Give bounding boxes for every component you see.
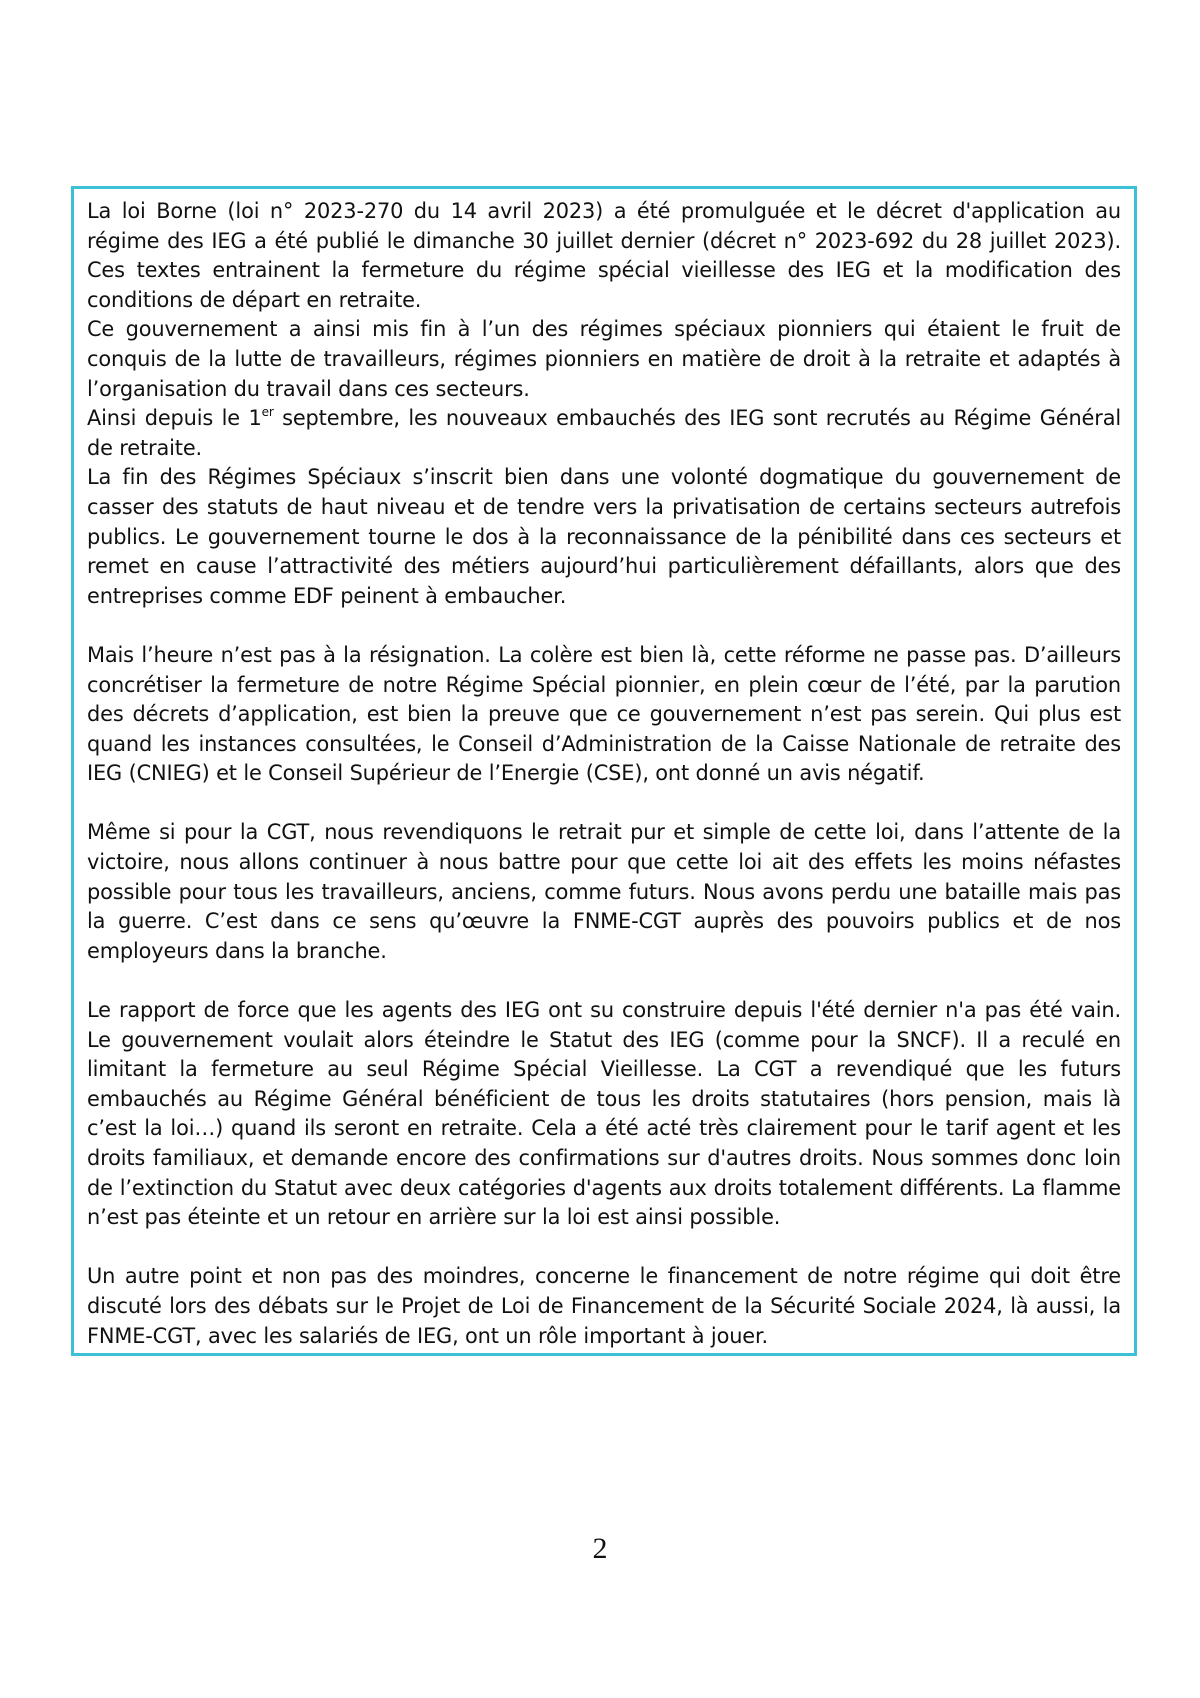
paragraph-rapport-de-force: Le rapport de force que les agents des IEG ont su construire depuis l'été dernier n'a pas été vain. Le gouvernement voulait alors éteindre le Statut des IEG (comme pour la SNCF). Il a reculé en limitant la fermeture au seul Régime Spécial Vieillesse. La CGT a revendiqué que les futurs embauchés au Régime Général bénéficient de tous les droits statutaires (hors pension, mais là c’est la loi…) quand ils seront en retraite. Cela a été acté très clairement pour le tarif agent et les droits familiaux, et demande encore des confirmations sur d'autres droits. Nous sommes donc loin de l’extinction du Statut avec deux catégories d'agents aux droits totalement différents. La flamme n’est pas éteinte et un retour en arrière sur la loi est ainsi possible. (87, 998, 1121, 1230)
paragraph-nouveaux-embauches (87, 404, 1121, 463)
paragraph-resignation: Mais l’heure n’est pas à la résignation. La colère est bien là, cette réforme ne passe pas. D’ailleurs concrétiser la fermeture de notre Régime Spécial pionnier, en plein cœur de l’été, par la parution des décrets d’application, est bien la preuve que ce gouvernement n’est pas serein. Qui plus est quand les instances consultées, le Conseil d’Administration de la Caisse Nationale de retraite des IEG (CNIEG) et le Conseil Supérieur de l’Energie (CSE), ont donné un avis négatif. (87, 642, 1121, 786)
paragraph-nouveaux-embauches-start: Ainsi depuis le 1 (87, 406, 262, 431)
paragraph-fin-regimes: La fin des Régimes Spéciaux s’inscrit bien dans une volonté dogmatique du gouvernement de casser des statuts de haut niveau et de tendre vers la privatisation de certains secteurs autrefois publics. Le gouvernement tourne le dos à la reconnaissance de la pénibilité dans ces secteurs et remet en cause l’attractivité des métiers aujourd’hui particulièrement défaillants, alors que des entreprises comme EDF peinent à embaucher. (87, 465, 1121, 608)
paragraph-nouveaux-embauches-end: septembre, les nouveaux embauchés des IEG sont recrutés au Régime Général de retraite. (87, 406, 1122, 460)
paragraph-loi-borne: La loi Borne (loi n° 2023-270 du 14 avril 2023) a été promulguée et le décret d'application au régime des IEG a été publié le dimanche 30 juillet dernier (décret n° 2023-692 du 28 juillet 2023). Ces textes entrainent la fermeture du régime spécial vieillesse des IEG et la modification des conditions de départ en retraite. (87, 199, 1121, 312)
superscript-er: er (261, 405, 274, 420)
paragraph-financement: Un autre point et non pas des moindres, concerne le financement de notre régime qui doit être discuté lors des débats sur le Projet de Loi de Financement de la Sécurité Sociale 2024, là aussi, la FNME-CGT, avec les salariés de IEG, ont un rôle important à jouer. (87, 1264, 1121, 1348)
paragraph-cgt-retrait: Même si pour la CGT, nous revendiquons le retrait pur et simple de cette loi, dans l’attente de la victoire, nous allons continuer à nous battre pour que cette loi ait des effets les moins néfastes possible pour tous les travailleurs, anciens, comme futurs. Nous avons perdu une bataille mais pas la guerre. C’est dans ce sens qu’œuvre la FNME-CGT auprès des pouvoirs publics et de nos employeurs dans la branche. (87, 820, 1121, 963)
paragraph-regimes-speciaux: Ce gouvernement a ainsi mis fin à l’un des régimes spéciaux pionniers qui étaient le fruit de conquis de la lutte de travailleurs, régimes pionniers en matière de droit à la retraite et adaptés à l’organisation du travail dans ces secteurs. (87, 317, 1121, 401)
text-box (71, 186, 1137, 1356)
page-number: 2 (592, 1532, 608, 1565)
